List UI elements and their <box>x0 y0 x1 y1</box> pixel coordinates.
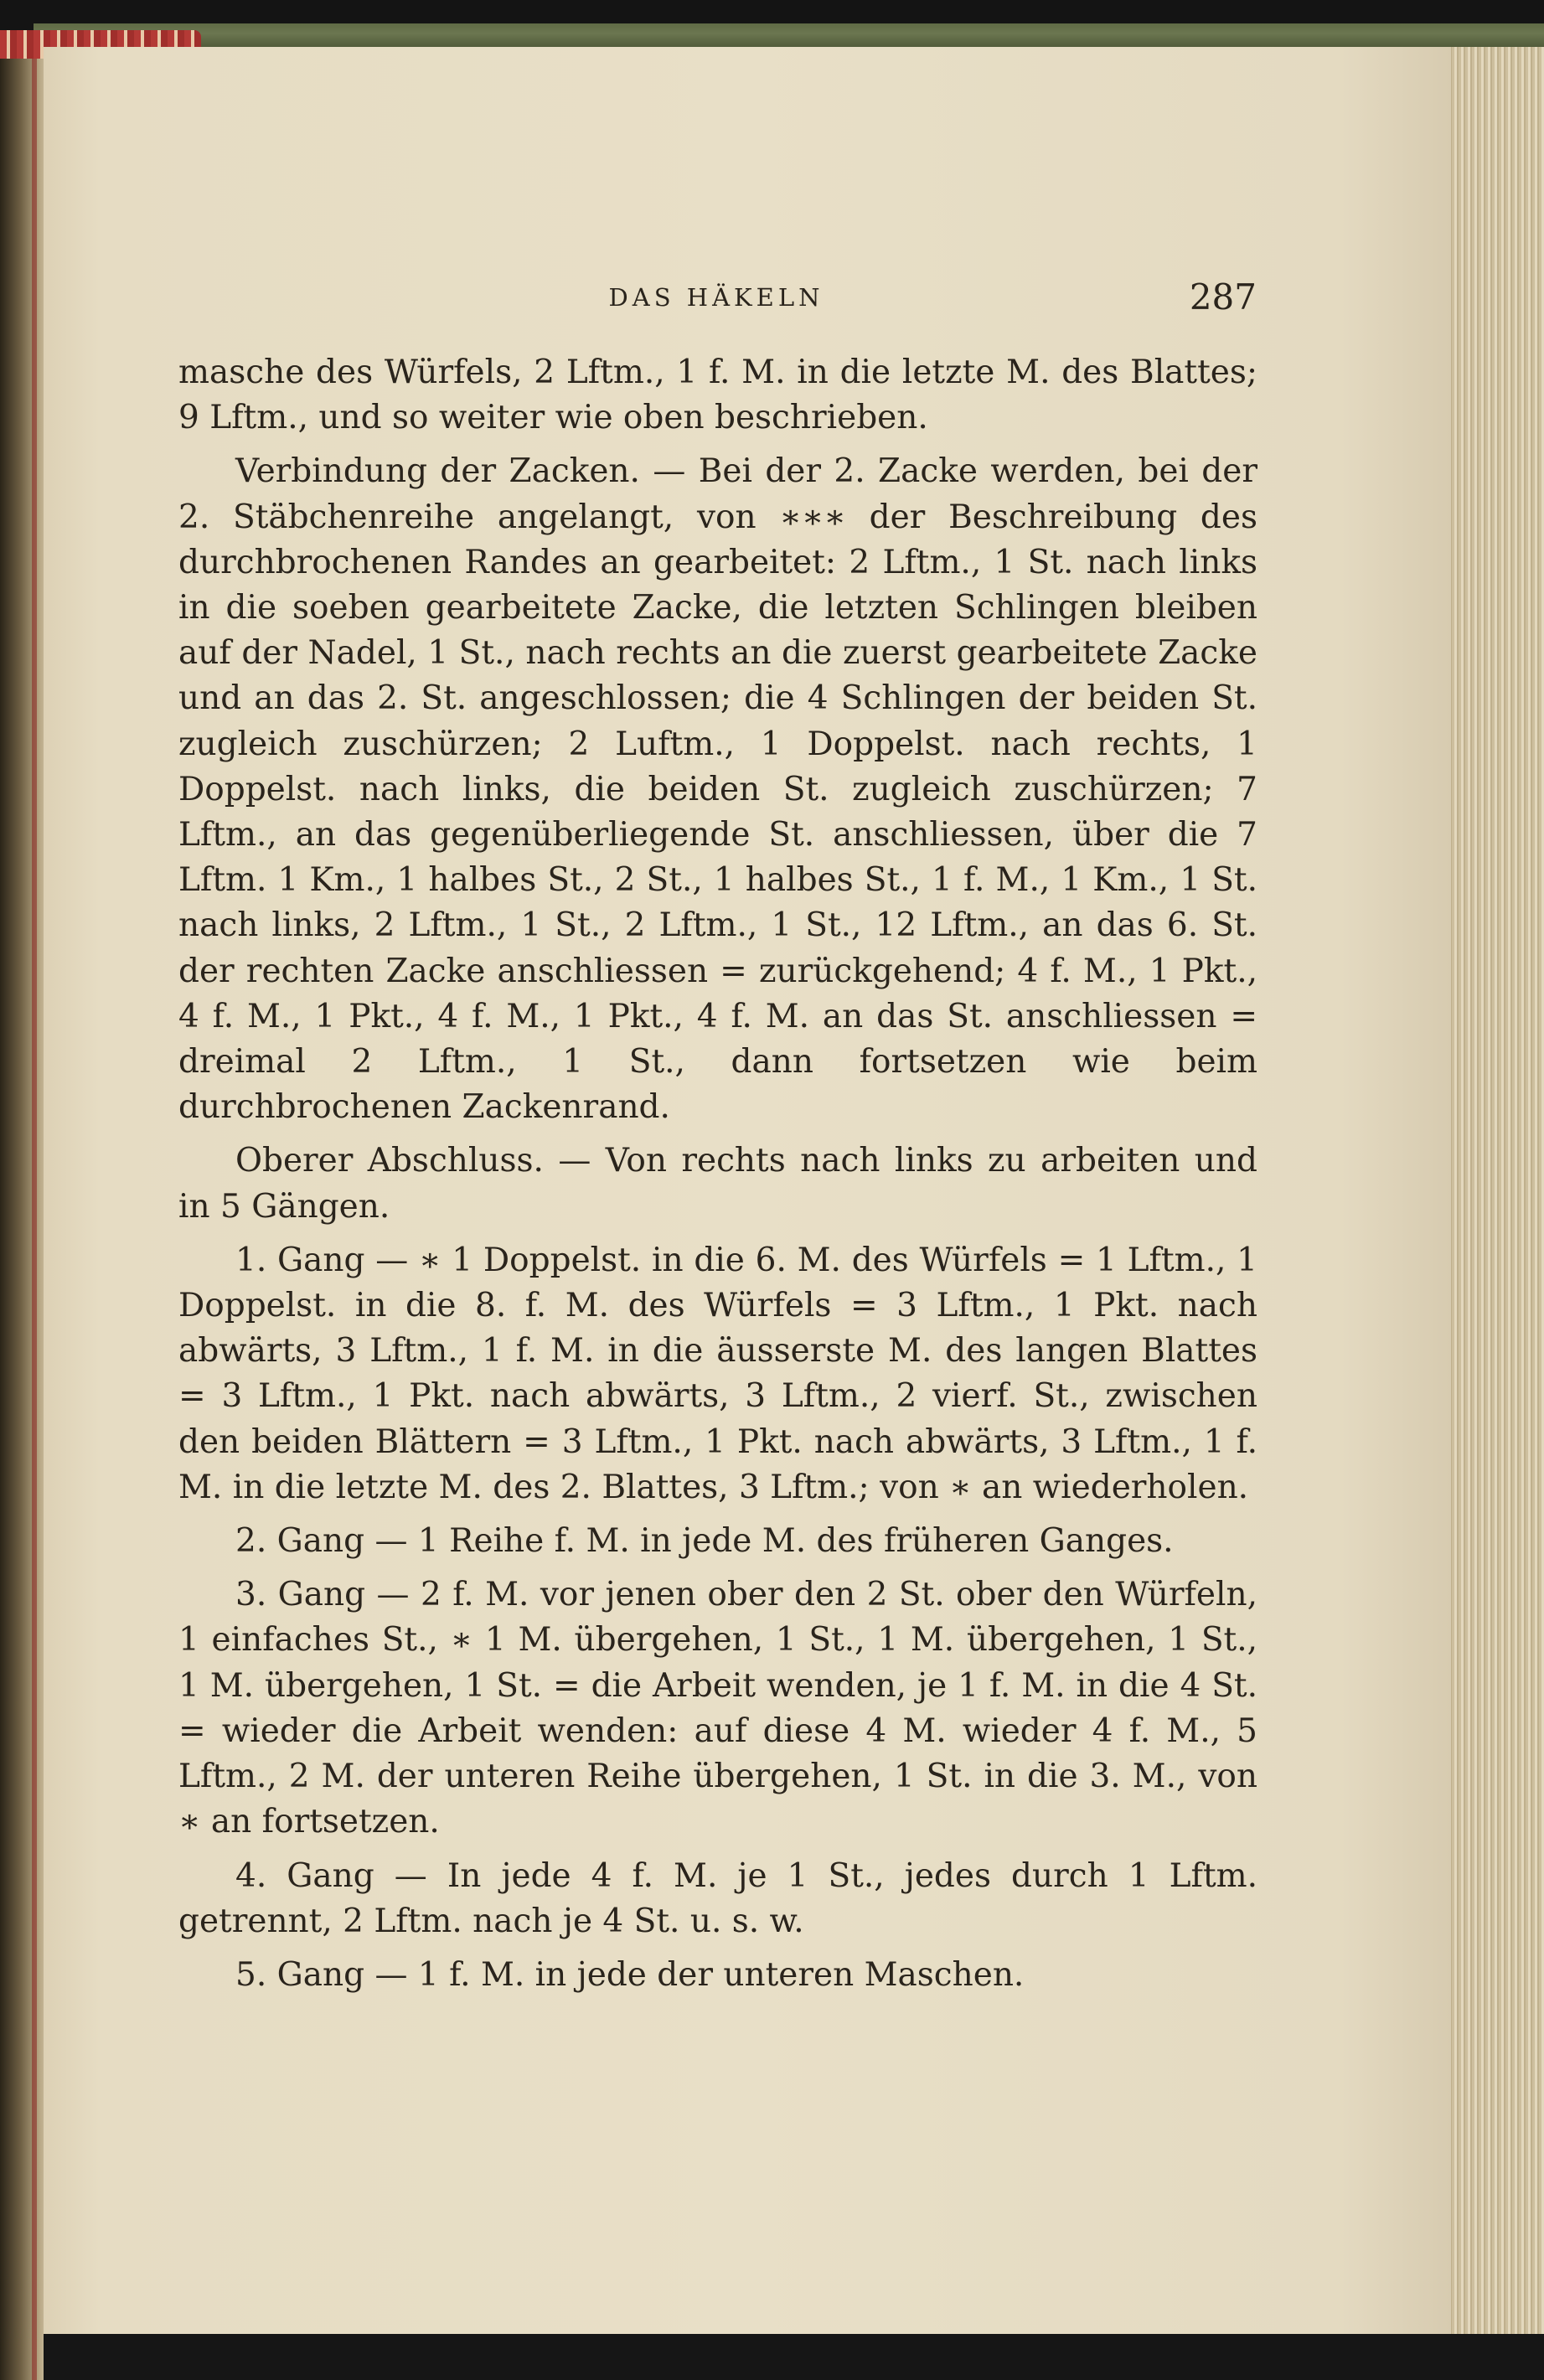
paragraph-gang-4: 4. Gang — In jede 4 f. M. je 1 St., jedes durch 1 Lftm. getrennt, 2 Lftm. nach je 4 St. u. s. w. <box>178 1856 1257 1940</box>
binding-thread <box>32 50 37 2380</box>
paragraph-gang-5: 5. Gang — 1 f. M. in jede der unteren Maschen. <box>235 1955 1025 1994</box>
running-head: DAS HÄKELN <box>608 283 824 312</box>
paragraph-oberer-abschluss: Oberer Abschluss. — Von rechts nach links zu arbeiten und in 5 Gängen. <box>178 1142 1257 1226</box>
bottom-shadow <box>44 2334 1544 2380</box>
paragraph-verbindung-der-zacken: Verbindung der Zacken. — Bei der 2. Zacke werden, bei der 2. Stäbchenreihe angelangt, von ∗∗∗ der Beschreibung des durchbrochenen Randes an gearbeitet: 2 Lftm., 1 St. nach links in die soeben gearbeitete Zacke, die letzten Schlingen bleiben auf der Nadel, 1 St., nach rechts an die zuerst gearbeitete Zacke und an das 2. St. angeschlossen; die 4 Schlingen der beiden St. zugleich zuschürzen; 2 Luftm., 1 Doppelst. nach rechts, 1 Doppelst. nach links, die beiden St. zugleich zuschürzen; 7 Lftm., an das gegenüberliegende St. anschliessen, über die 7 Lftm. 1 Km., 1 halbes St., 2 St., 1 halbes St., 1 f. M., 1 Km., 1 St. nach links, 2 Lftm., 1 St., 2 Lftm., 1 St., 12 Lftm., an das 6. St. der rechten Zacke anschliessen = zurückgehend; 4 f. M., 1 Pkt., 4 f. M., 1 Pkt., 4 f. M., 1 Pkt., 4 f. M. an das St. anschliessen = dreimal 2 Lftm., 1 St., dann fortsetzen wie beim durchbrochenen Zackenrand. <box>178 452 1257 1127</box>
page-header <box>176 276 1257 327</box>
paragraph-gang-1: 1. Gang — ∗ 1 Doppelst. in die 6. M. des Würfels = 1 Lftm., 1 Doppelst. in die 8. f. M. des Würfels = 3 Lftm., 1 Pkt. nach abwärts, 3 Lftm., 1 f. M. in die äusserste M. des langen Blattes = 3 Lftm., 1 Pkt. nach abwärts, 3 Lftm., 2 vierf. St., zwischen den beiden Blättern = 3 Lftm., 1 Pkt. nach abwärts, 3 Lftm., 1 f. M. in die letzte M. des 2. Blattes, 3 Lftm.; von ∗ an wiederholen. <box>178 1241 1257 1506</box>
paragraph-gang-2: 2. Gang — 1 Reihe f. M. in jede M. des früheren Ganges. <box>235 1522 1174 1561</box>
page-stack-edges <box>1445 47 1544 2334</box>
page-number: 287 <box>1189 276 1257 318</box>
paragraph-continuation: masche des Würfels, 2 Lftm., 1 f. M. in die letzte M. des Blattes; 9 Lftm., und so weiter wie oben beschrieben. <box>178 354 1257 437</box>
body-text <box>178 350 1257 2006</box>
book-cover-edge <box>34 23 1544 49</box>
paragraph-gang-3: 3. Gang — 2 f. M. vor jenen ober den 2 St. ober den Würfeln, 1 einfaches St., ∗ 1 M. übergehen, 1 St., 1 M. übergehen, 1 St., 1 M. übergehen, 1 St. = die Arbeit wenden, je 1 f. M. in die 4 St. = wieder die Arbeit wenden: auf diese 4 M. wieder 4 f. M., 5 Lftm., 2 M. der unteren Reihe übergehen, 1 St. in die 3. M., von ∗ an fortsetzen. <box>178 1576 1257 1841</box>
